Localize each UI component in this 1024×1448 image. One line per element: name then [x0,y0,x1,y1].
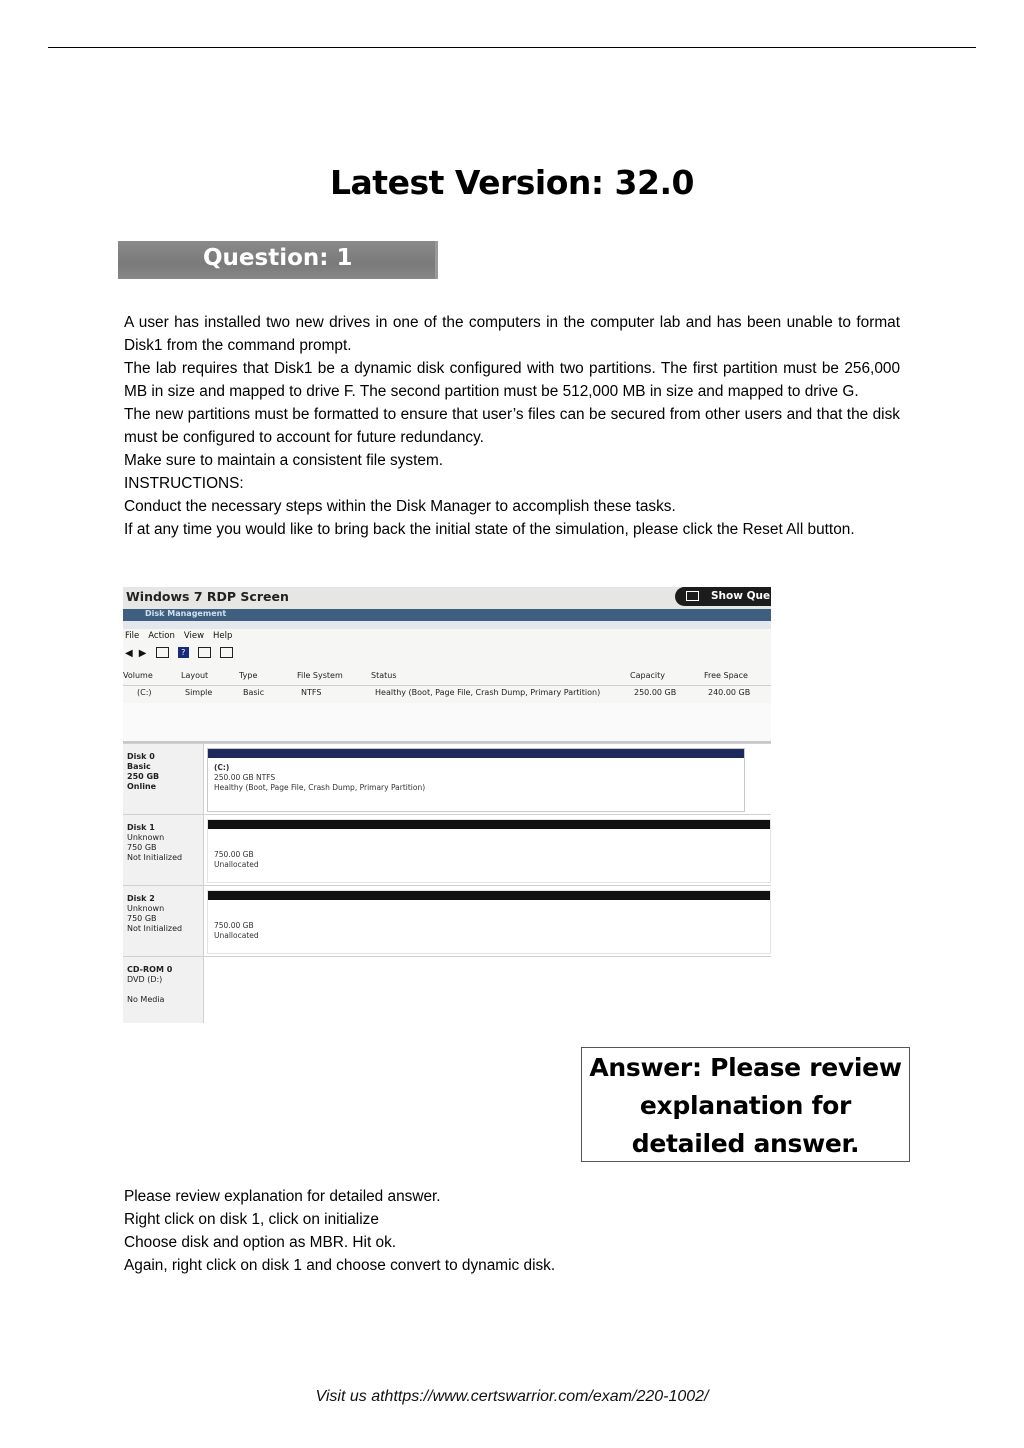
disk-1-type: Unknown [127,833,165,842]
explanation-line: Right click on disk 1, click on initialize [124,1211,379,1228]
question-line: The new partitions must be formatted to ensure that user’s files can be secured from other users and that the disk must be configured to account for future redundancy. [124,406,900,446]
cdrom-row[interactable] [123,956,771,1023]
header-rule [48,47,976,48]
explanation-text [124,1185,900,1277]
answer-line: detailed answer. [631,1129,860,1158]
question-line: INSTRUCTIONS: [124,475,244,492]
disk-management-screenshot [123,587,771,1023]
col-status[interactable]: Status [371,671,397,680]
disk-0-row[interactable] [123,743,771,814]
app-title-bar [123,609,771,621]
disk-0-partition[interactable] [207,748,745,812]
console-icon[interactable] [198,647,211,658]
question-line: Conduct the necessary steps within the Disk Manager to accomplish these tasks. [124,498,676,515]
disk-1-stripe [208,820,770,829]
disk-2-stripe [208,891,770,900]
col-free-space[interactable]: Free Space [704,671,748,680]
question-banner [118,241,438,279]
forward-arrow-icon[interactable]: ▶ [138,647,147,659]
disk-2-unallocated[interactable] [207,890,771,954]
explanation-line: Again, right click on disk 1 and choose convert to dynamic disk. [124,1257,556,1274]
cdrom-name: CD-ROM 0 [127,965,173,974]
menu-bar [125,631,241,641]
volume-list-header [123,671,771,686]
disk-2-partition-info [214,921,259,941]
menu-file[interactable]: File [125,631,140,641]
disk-2-size-text: 750.00 GB [214,921,254,930]
cell-capacity: 250.00 GB [634,688,677,697]
disk-1-unallocated-text: Unallocated [214,860,259,869]
disk-2-type: Unknown [127,904,165,913]
col-type[interactable]: Type [239,671,258,680]
show-question-button[interactable] [675,587,771,606]
toolbar [125,647,239,659]
disk-0-partition-title: (C:) [214,763,230,772]
disk-0-partition-size: 250.00 GB NTFS [214,773,276,782]
disk-0-stripe [208,749,744,758]
rdp-title-bar [123,587,771,609]
answer-line: explanation for [639,1091,852,1120]
disk-1-size: 750 GB [127,843,157,852]
col-file-system[interactable]: File System [297,671,343,680]
disk-0-label [127,752,201,792]
col-layout[interactable]: Layout [181,671,209,680]
rdp-window-title: Windows 7 RDP Screen [126,589,289,604]
cell-type: Basic [243,688,265,697]
disk-1-size-text: 750.00 GB [214,850,254,859]
cell-free-space: 240.00 GB [708,688,751,697]
explanation-line: Please review explanation for detailed answer. [124,1188,441,1205]
question-text [124,311,900,541]
page-title: Latest Version: 32.0 [330,163,694,202]
cell-status: Healthy (Boot, Page File, Crash Dump, Primary Partition) [375,688,601,697]
disk-1-name: Disk 1 [127,823,155,832]
disk-2-label [127,894,201,934]
disk-0-name: Disk 0 [127,752,155,761]
disk-0-type: Basic [127,762,151,771]
properties-icon[interactable] [156,647,169,658]
col-volume[interactable]: Volume [123,671,153,680]
question-label: Question: 1 [203,245,353,271]
volume-list-blank [123,703,771,743]
disk-0-partition-status: Healthy (Boot, Page File, Crash Dump, Primary Partition) [214,783,426,792]
footer-link[interactable]: Visit us athttps://www.certswarrior.com/exam/220-1002/ [315,1388,709,1405]
disk-1-partition-info [214,850,259,870]
disk-1-state: Not Initialized [127,853,183,862]
show-question-label: Show Que [711,590,771,602]
col-capacity[interactable]: Capacity [630,671,665,680]
menu-view[interactable]: View [183,631,205,641]
cdrom-label [127,965,201,1005]
cell-volume: (C:) [137,688,152,697]
answer-box [581,1047,910,1162]
question-line: Make sure to maintain a consistent file system. [124,452,444,469]
disk-1-unallocated[interactable] [207,819,771,883]
cdrom-state: No Media [127,995,165,1004]
list-icon [686,591,699,601]
menu-help[interactable]: Help [213,631,233,641]
disk-2-row[interactable] [123,885,771,956]
refresh-icon[interactable] [220,647,233,658]
disk-0-size: 250 GB [127,772,160,781]
disk-1-row[interactable] [123,814,771,885]
title-divider [123,621,771,629]
disk-2-size: 750 GB [127,914,157,923]
question-line: A user has installed two new drives in one of the computers in the computer lab and has been unable to format Disk1 from the command prompt. [124,314,900,354]
cell-layout: Simple [185,688,213,697]
disk-2-state: Not Initialized [127,924,183,933]
menu-action[interactable]: Action [148,631,175,641]
disk-0-state: Online [127,782,157,791]
disk-2-unallocated-text: Unallocated [214,931,259,940]
disk-2-name: Disk 2 [127,894,155,903]
disk-1-label [127,823,201,863]
cell-file-system: NTFS [301,688,322,697]
question-line: If at any time you would like to bring back the initial state of the simulation, please click the Reset All button. [124,521,855,538]
back-arrow-icon[interactable]: ◀ [125,647,133,659]
app-title: Disk Management [145,609,227,618]
question-line: The lab requires that Disk1 be a dynamic disk configured with two partitions. The first partition must be 256,000 MB in size and mapped to drive F. The second partition must be 512,000 MB in size and mapped to drive G. [124,360,900,400]
disk-0-partition-info [214,763,425,793]
cdrom-type: DVD (D:) [127,975,163,984]
explanation-line: Choose disk and option as MBR. Hit ok. [124,1234,397,1251]
answer-line: Answer: Please review [589,1053,902,1082]
help-icon[interactable]: ? [178,647,189,658]
